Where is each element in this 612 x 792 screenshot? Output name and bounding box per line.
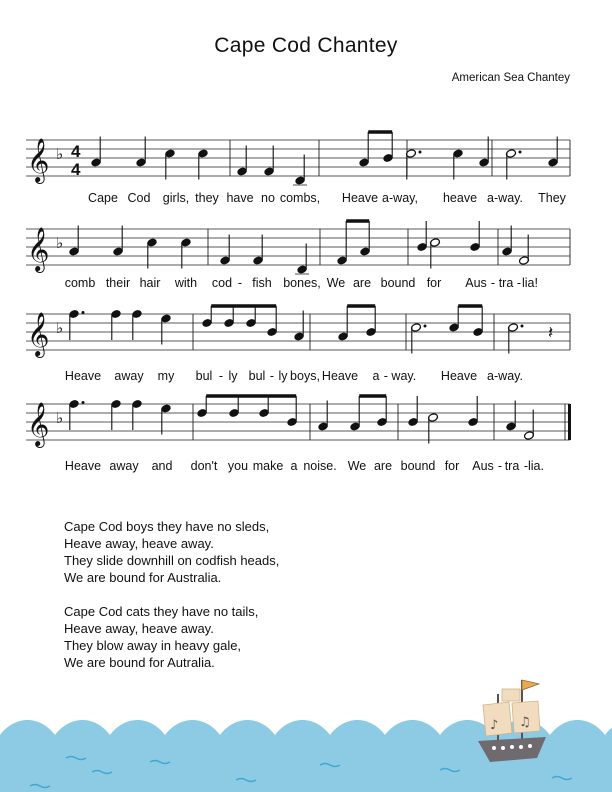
lyric-syllable: a-way,	[382, 191, 418, 205]
lyric-syllable: hair	[139, 276, 161, 290]
lyric-syllable: cod	[211, 276, 233, 290]
lyric-syllable: fish	[252, 276, 272, 290]
lyric-syllable: -	[497, 459, 503, 473]
lyric-syllable: and	[151, 459, 173, 473]
treble-clef-icon: 𝄞	[27, 312, 50, 356]
lyric-syllable: they	[195, 191, 219, 205]
ship-icon	[478, 680, 546, 762]
lyric-syllable: tra	[498, 276, 514, 290]
lyric-syllable: ly	[278, 369, 288, 383]
verse-line: Cape Cod boys they have no sleds,	[64, 519, 270, 534]
lyric-syllable: make	[252, 459, 284, 473]
verse-line: We are bound for Australia.	[64, 570, 222, 585]
lyric-syllable: -	[237, 276, 243, 290]
lyric-syllable: They	[538, 191, 566, 205]
lyric-syllable: - way.	[383, 369, 417, 383]
lyric-syllable: their	[105, 276, 131, 290]
lyric-syllable: Heave	[64, 459, 102, 473]
time-signature-bottom: 4	[71, 160, 81, 179]
lyric-syllable: combs,	[279, 191, 321, 205]
lyric-syllable: Heave	[321, 369, 359, 383]
lyric-syllable: bul	[195, 369, 213, 383]
flat-icon: ♭	[56, 234, 64, 252]
flat-icon: ♭	[56, 145, 64, 163]
verse-line: They blow away in heavy gale,	[64, 638, 242, 653]
lyric-syllable: a	[290, 459, 298, 473]
lyric-syllable: tra	[504, 459, 520, 473]
verse-line: They slide downhill on codfish heads,	[64, 553, 280, 568]
lyric-syllable: Heave	[341, 191, 379, 205]
lyric-syllable: away	[114, 369, 144, 383]
lyric-syllable: We	[347, 459, 367, 473]
time-signature-top: 4	[71, 142, 81, 161]
lyric-syllable: lia.	[528, 459, 544, 473]
lyric-syllable: Aus	[472, 459, 494, 473]
song-origin: American Sea Chantey	[451, 72, 570, 84]
lyric-syllable: bones,	[283, 276, 321, 290]
lyric-syllable: heave	[442, 191, 478, 205]
lyric-syllable: Heave	[64, 369, 102, 383]
treble-clef-icon: 𝄞	[27, 138, 50, 182]
lyric-syllable: -	[523, 459, 529, 473]
ship-hull	[478, 737, 546, 762]
lyric-syllable: boys,	[290, 369, 320, 383]
lyric-syllable: comb	[64, 276, 96, 290]
treble-clef-icon: 𝄞	[27, 227, 50, 271]
lyric-syllable: no	[261, 191, 275, 205]
lyric-syllable: Cape	[88, 191, 118, 205]
lyric-syllable: bound	[400, 459, 436, 473]
lyric-syllable: We	[326, 276, 346, 290]
lyric-syllable: bul	[248, 369, 266, 383]
lyric-syllable: -	[516, 276, 522, 290]
lyric-syllable: ly	[228, 369, 238, 383]
flag-icon	[522, 680, 539, 690]
lyric-syllable: don't	[190, 459, 218, 473]
lyric-syllable: with	[174, 276, 198, 290]
lyric-syllable: Aus	[465, 276, 487, 290]
lyric-syllable: -	[269, 369, 275, 383]
lyric-syllable: have	[226, 191, 254, 205]
lyric-syllable: girls,	[162, 191, 190, 205]
lyric-syllable: a	[372, 369, 380, 383]
lyric-syllable: Heave	[440, 369, 478, 383]
lyric-syllable: -	[218, 369, 224, 383]
verse-line: Cape Cod cats they have no tails,	[64, 604, 259, 619]
lyric-syllable: bound	[380, 276, 416, 290]
svg-text:♫: ♫	[519, 715, 531, 730]
lyric-syllable: -	[490, 276, 496, 290]
lyric-syllable: away	[109, 459, 139, 473]
quarter-rest-icon: 𝄽	[548, 323, 554, 343]
lyric-syllable: you	[227, 459, 249, 473]
lyric-syllable: Cod	[127, 191, 151, 205]
lyric-syllable: a-way.	[487, 369, 523, 383]
flat-icon: ♭	[56, 319, 64, 337]
treble-clef-icon: 𝄞	[27, 402, 50, 446]
verse-line: Heave away, heave away.	[64, 621, 214, 636]
page-title: Cape Cod Chantey	[214, 34, 398, 57]
lyric-syllable: lia!	[522, 276, 538, 290]
lyric-syllable: are	[373, 459, 393, 473]
lyric-syllable: noise.	[303, 459, 337, 473]
verse-line: We are bound for Autralia.	[64, 655, 215, 670]
lyric-syllable: my	[157, 369, 175, 383]
lyric-syllable: are	[352, 276, 372, 290]
flat-icon: ♭	[56, 409, 64, 427]
lyric-syllable: for	[444, 459, 460, 473]
lyric-syllable: a-way.	[487, 191, 523, 205]
lyric-syllable: for	[426, 276, 442, 290]
svg-text:♪: ♪	[490, 718, 499, 733]
verse-line: Heave away, heave away.	[64, 536, 214, 551]
